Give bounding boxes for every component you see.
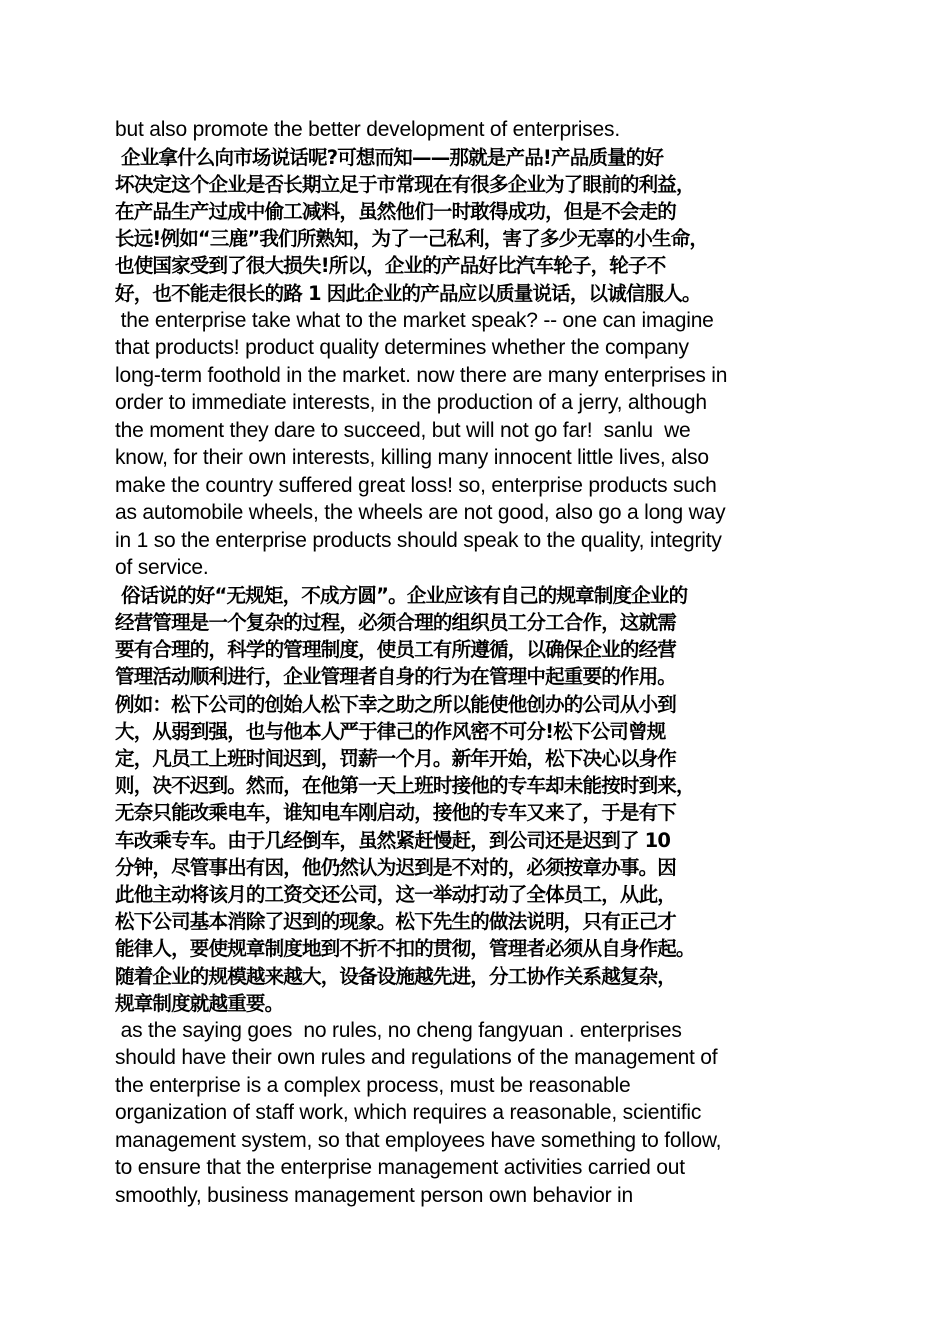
paragraph-english-3	[115, 1017, 850, 1210]
text-line: that products! product quality determines whether the company	[115, 336, 689, 360]
text-line: 随着企业的规模越来越大，设备设施越先进，分工协作关系越复杂，	[115, 964, 677, 988]
paragraph-chinese-2	[115, 582, 850, 1017]
text-line: 则，决不迟到。然而，在他第一天上班时接他的专车却未能按时到来，	[115, 774, 695, 798]
text-line: 经营管理是一个复杂的过程，必须合理的组织员工分工合作，这就需	[115, 610, 677, 634]
text-line: 定，凡员工上班时间迟到，罚薪一个月。新年开始，松下决心以身作	[115, 746, 677, 770]
document-page	[115, 116, 850, 1209]
paragraph-english-2	[115, 307, 850, 582]
text-line: as the saying goes no rules, no cheng fangyuan . enterprises	[115, 1018, 682, 1042]
text-line: 在产品生产过成中偷工减料，虽然他们一时敢得成功，但是不会走的	[115, 199, 677, 223]
text-line: 要有合理的，科学的管理制度，使员工有所遵循，以确保企业的经营	[115, 638, 677, 662]
text-line: 松下公司基本消除了迟到的现象。松下先生的做法说明，只有正己才	[115, 910, 677, 934]
text-line: smoothly, business management person own behavior in	[115, 1183, 634, 1207]
text-line: to ensure that the enterprise management activities carried out	[115, 1156, 685, 1180]
text-line: 车改乘专车。由于几经倒车，虽然紧赶慢赶，到公司还是迟到了 10	[115, 828, 671, 852]
text-line: order to immediate interests, in the production of a jerry, although	[115, 391, 707, 415]
text-line: 例如：松下公司的创始人松下幸之助之所以能使他创办的公司从小到	[115, 692, 677, 716]
text-line: the moment they dare to succeed, but will not go far! sanlu we	[115, 418, 691, 442]
text-line: 好，也不能走很长的路 1 因此企业的产品应以质量说话，以诚信服人。	[115, 281, 701, 305]
text-line: long-term foothold in the market. now there are many enterprises in	[115, 363, 728, 387]
text-line: 此他主动将该月的工资交还公司，这一举动打动了全体员工，从此，	[115, 882, 677, 906]
text-line: the enterprise take what to the market speak? -- one can imagine	[115, 308, 714, 332]
text-line: 坏决定这个企业是否长期立足于市常现在有很多企业为了眼前的利益，	[115, 172, 695, 196]
text-line: 也使国家受到了很大损失!所以，企业的产品好比汽车轮子，轮子不	[115, 254, 666, 278]
text-line: 分钟，尽管事出有因，他仍然认为迟到是不对的，必须按章办事。因	[115, 855, 677, 879]
text-line: management system, so that employees have something to follow,	[115, 1128, 722, 1152]
text-line: 大，从弱到强，也与他本人严于律己的作风密不可分!松下公司曾规	[115, 719, 666, 743]
text-line: make the country suffered great loss! so, enterprise products such	[115, 473, 717, 497]
text-line: 俗话说的好“无规矩，不成方圆”。企业应该有自己的规章制度企业的	[115, 583, 688, 607]
text-line: the enterprise is a complex process, must be reasonable	[115, 1073, 631, 1097]
text-line: as automobile wheels, the wheels are not good, also go a long way	[115, 501, 726, 525]
text-line: but also promote the better development of enterprises.	[115, 118, 620, 141]
text-line: organization of staff work, which requires a reasonable, scientific	[115, 1101, 702, 1125]
text-line: of service.	[115, 556, 209, 580]
text-line: 规章制度就越重要。	[115, 991, 284, 1015]
text-line: should have their own rules and regulations of the management of	[115, 1046, 718, 1070]
text-line: 能律人，要使规章制度地到不折不扣的贯彻，管理者必须从自身作起。	[115, 937, 695, 961]
text-line: 管理活动顺利进行，企业管理者自身的行为在管理中起重要的作用。	[115, 665, 677, 689]
text-line: 无奈只能改乘电车，谁知电车刚启动，接他的专车又来了，于是有下	[115, 801, 677, 825]
text-line: 企业拿什么向市场说话呢?可想而知——那就是产品!产品质量的好	[115, 145, 664, 169]
text-line: know, for their own interests, killing many innocent little lives, also	[115, 446, 709, 470]
paragraph-english-1	[115, 116, 850, 144]
paragraph-chinese-1	[115, 144, 850, 307]
text-line: in 1 so the enterprise products should speak to the quality, integrity	[115, 528, 722, 552]
text-line: 长远!例如“三鹿”我们所熟知，为了一己私利，害了多少无辜的小生命，	[115, 227, 709, 251]
